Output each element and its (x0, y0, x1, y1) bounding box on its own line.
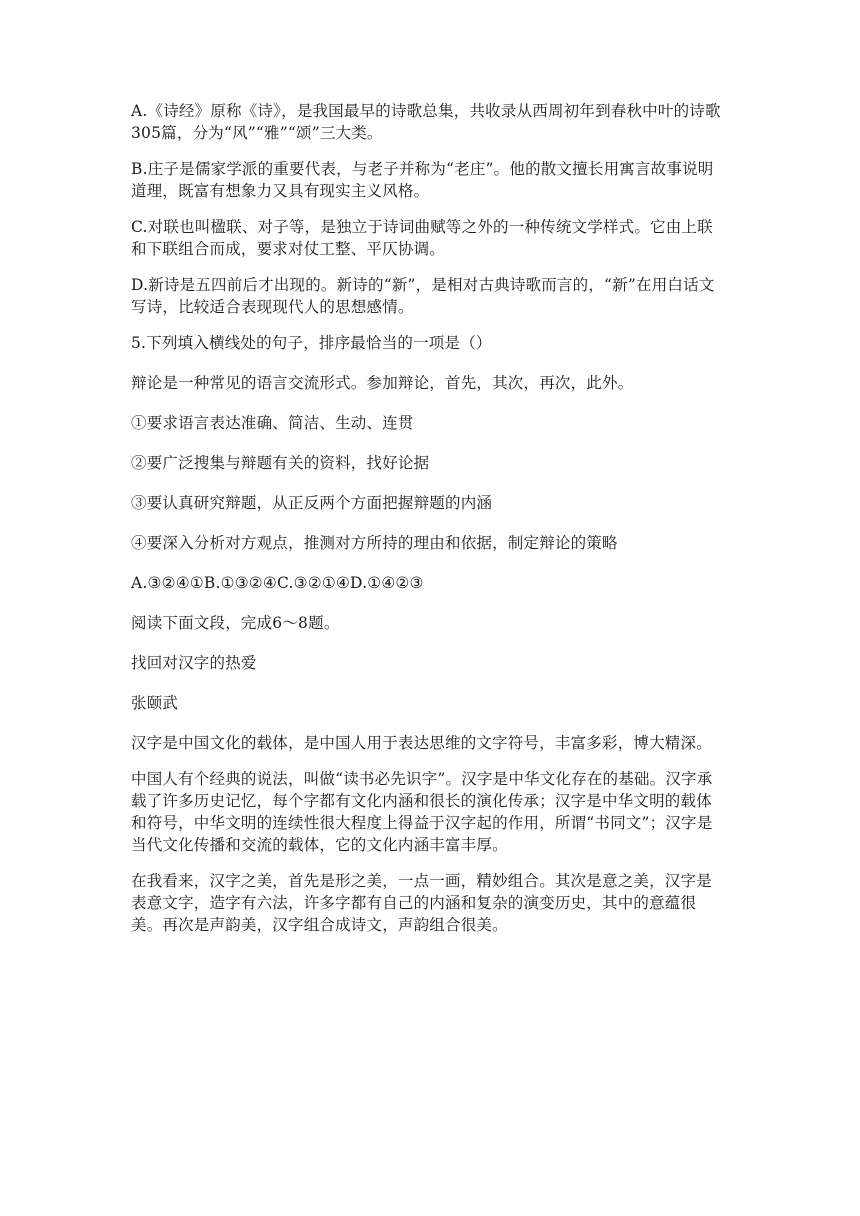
option-c-paragraph: C.对联也叫楹联、对子等，是独立于诗词曲赋等之外的一种传统文学样式。它由上联和下联组合而成，要求对仗工整、平仄协调。 (131, 218, 713, 258)
question-5: 5.下列填入横线处的句子，排序最恰当的一项是（） (131, 334, 492, 352)
article-paragraph-1: 汉字是中国文化的载体，是中国人用于表达思维的文字符号，丰富多彩，博大精深。 (131, 734, 712, 752)
article-title: 找回对汉字的热爱 (131, 654, 257, 672)
item-1: ①要求语言表达准确、简洁、生动、连贯 (131, 414, 414, 432)
debate-sentence: 辩论是一种常见的语言交流形式。参加辩论，首先，其次，再次，此外。 (131, 374, 634, 392)
option-d-paragraph: D.新诗是五四前后才出现的。新诗的“新”，是相对古典诗歌而言的，“新”在用白话文写诗，比较适合表现现代人的思想感情。 (131, 276, 715, 316)
answer-options: A.③②④①B.①③②④C.③②①④D.①④②③ (131, 574, 424, 592)
article-paragraph-2: 中国人有个经典的说法，叫做“读书必先识字”。汉字是中华文化存在的基础。汉字承载了许多历史记忆，每个字都有文化内涵和很长的演化传承；汉字是中华文明的载体和符号，中华文明的连续性很大程度上得益于汉字起的作用，所谓“书同文”；汉字是当代文化传播和交流的载体，它的文化内涵丰富丰厚。 (131, 770, 713, 854)
document-body (131, 100, 723, 950)
article-author: 张颐武 (131, 694, 179, 712)
item-2: ②要广泛搜集与辩题有关的资料，找好论据 (131, 454, 430, 472)
article-paragraph-3: 在我看来，汉字之美，首先是形之美，一点一画，精妙组合。其次是意之美，汉字是表意文字，造字有六法，许多字都有自己的内涵和复杂的演变历史，其中的意蕴很美。再次是声韵美，汉字组合成诗文，声韵组合很美。 (131, 872, 712, 934)
item-3: ③要认真研究辩题，从正反两个方面把握辩题的内涵 (131, 494, 493, 512)
reading-instruction: 阅读下面文段，完成6～8题。 (131, 614, 340, 632)
option-b-paragraph: B.庄子是儒家学派的重要代表，与老子并称为“老庄”。他的散文擅长用寓言故事说明道理，既富有想象力又具有现实主义风格。 (131, 160, 714, 200)
item-4: ④要深入分析对方观点，推测对方所持的理由和依据，制定辩论的策略 (131, 534, 618, 552)
option-a-paragraph: A.《诗经》原称《诗》，是我国最早的诗歌总集，共收录从西周初年到春秋中叶的诗歌305篇，分为“风”“雅”“颂”三大类。 (131, 102, 721, 142)
